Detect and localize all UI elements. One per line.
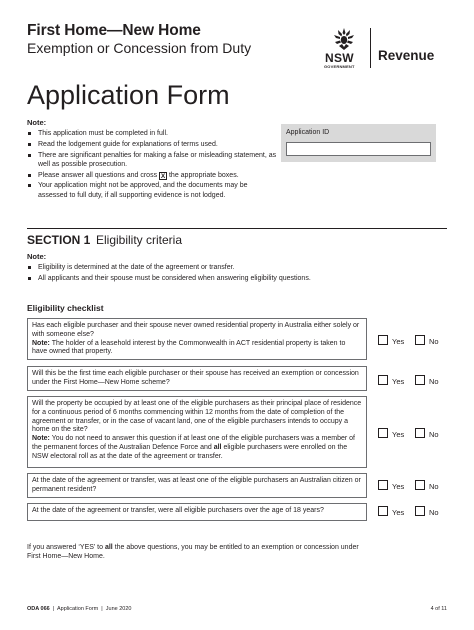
document-subtitle: Exemption or Concession from Duty xyxy=(27,40,252,56)
no-checkbox[interactable] xyxy=(415,480,425,490)
cross-mark-example: X xyxy=(160,172,166,180)
intro-note-item: There are significant penalties for making a false or misleading statement, as well as possible prosecution. xyxy=(27,151,277,169)
yes-label: Yes xyxy=(392,377,405,386)
yes-checkbox[interactable] xyxy=(378,428,388,438)
document-title: First Home—New Home xyxy=(27,22,201,39)
question-text: Will the property be occupied by at least one of the eligible purchasers as their principal place of residence for a continuous period of 6 months commencing within 12 months from the date of completion of the agreement or transfer, or in the case of vacant land, one of the eligible purchasers intends to occupy a home on the site? xyxy=(32,400,362,434)
section-note-item: All applicants and their spouse must be considered when answering eligibility questions. xyxy=(27,274,407,283)
application-id-panel xyxy=(281,124,436,162)
question-4 xyxy=(27,473,367,498)
question-note-text: You do not need to answer this question if at least one of the eligible purchasers was a member of the permanent forces of the Australian Defence Force and xyxy=(32,435,355,451)
intro-note-item: Your application might not be approved, and the documents may be assessed to full duty, if all supporting evidence is not lodged. xyxy=(27,181,277,199)
question-text: Will this be the first time each eligible purchaser or their spouse has received an exemption or concession under the First Home—New Home scheme? xyxy=(32,370,359,386)
question-note-label: Note: xyxy=(32,435,50,443)
logo-divider xyxy=(370,28,371,68)
yes-label: Yes xyxy=(392,482,405,491)
page-number: 4 of 11 xyxy=(430,606,447,612)
question-3-answer xyxy=(378,428,450,439)
no-label: No xyxy=(429,482,439,491)
intro-note-item xyxy=(27,171,277,180)
application-id-label: Application ID xyxy=(286,129,330,136)
government-wordmark: GOVERNMENT xyxy=(324,64,355,69)
question-text: At the date of the agreement or transfer, was at least one of the eligible purchasers an Australian citizen or permanent resident? xyxy=(32,477,361,493)
cross-instruction-before: Please answer all questions and cross xyxy=(38,171,158,179)
question-3 xyxy=(27,396,367,468)
yes-checkbox[interactable] xyxy=(378,335,388,345)
no-label: No xyxy=(429,430,439,439)
question-note-emphasis: all xyxy=(213,443,222,451)
section-number: SECTION 1 xyxy=(27,233,91,247)
closing-text: the above questions, you may be entitled to an exemption or concession under First Home—New Home. xyxy=(27,544,359,561)
section-divider xyxy=(27,228,447,229)
question-text: At the date of the agreement or transfer, were all eligible purchasers over the age of 18 years? xyxy=(32,507,324,514)
section-note-list xyxy=(27,263,407,285)
intro-note-item: Read the lodgement guide for explanations of terms used. xyxy=(27,140,277,149)
nsw-wordmark: NSW xyxy=(325,51,354,65)
nsw-revenue-logo xyxy=(322,26,452,70)
intro-note-label: Note: xyxy=(27,118,47,127)
no-label: No xyxy=(429,508,439,517)
page-footer xyxy=(27,606,131,612)
question-2-answer xyxy=(378,375,450,386)
question-note-text: eligible purchasers were enrolled on the NSW electoral roll as at the date of the agreement or transfer. xyxy=(32,443,348,460)
eligibility-outcome-text xyxy=(27,543,367,561)
form-code: ODA 066 xyxy=(27,606,50,612)
no-checkbox[interactable] xyxy=(415,335,425,345)
section-note-label: Note: xyxy=(27,252,47,261)
no-checkbox[interactable] xyxy=(415,428,425,438)
question-5-answer xyxy=(378,506,450,517)
waratah-icon xyxy=(330,26,358,52)
yes-label: Yes xyxy=(392,430,405,439)
yes-label: Yes xyxy=(392,508,405,517)
question-5 xyxy=(27,503,367,521)
question-note-text: The holder of a leasehold interest by the Commonwealth in ACT residential property is taken to have owned that property. xyxy=(32,339,346,356)
question-1 xyxy=(27,318,367,360)
cross-instruction-after: the appropriate boxes. xyxy=(168,171,239,179)
section-note-item: Eligibility is determined at the date of the agreement or transfer. xyxy=(27,263,407,272)
footer-text: | Application Form | June 2020 xyxy=(49,606,132,612)
question-2 xyxy=(27,366,367,391)
question-note-label: Note: xyxy=(32,339,50,347)
no-label: No xyxy=(429,337,439,346)
no-checkbox[interactable] xyxy=(415,375,425,385)
closing-text: If you answered ‘YES’ to xyxy=(27,544,105,551)
section-title: Eligibility criteria xyxy=(96,233,183,247)
checklist-title: Eligibility checklist xyxy=(27,303,104,313)
question-4-answer xyxy=(378,480,450,491)
no-checkbox[interactable] xyxy=(415,506,425,516)
no-label: No xyxy=(429,377,439,386)
intro-note-item: This application must be completed in full. xyxy=(27,129,277,138)
application-id-field[interactable] xyxy=(286,142,431,156)
yes-checkbox[interactable] xyxy=(378,480,388,490)
yes-checkbox[interactable] xyxy=(378,506,388,516)
closing-emphasis: all xyxy=(104,544,113,551)
yes-checkbox[interactable] xyxy=(378,375,388,385)
yes-label: Yes xyxy=(392,337,405,346)
intro-note-list xyxy=(27,129,277,201)
question-1-answer xyxy=(378,335,450,346)
question-text: Has each eligible purchaser and their spouse never owned residential property in Australia either solely or with someone else? xyxy=(32,322,360,338)
revenue-wordmark: Revenue xyxy=(378,48,435,63)
form-title: Application Form xyxy=(27,80,230,110)
